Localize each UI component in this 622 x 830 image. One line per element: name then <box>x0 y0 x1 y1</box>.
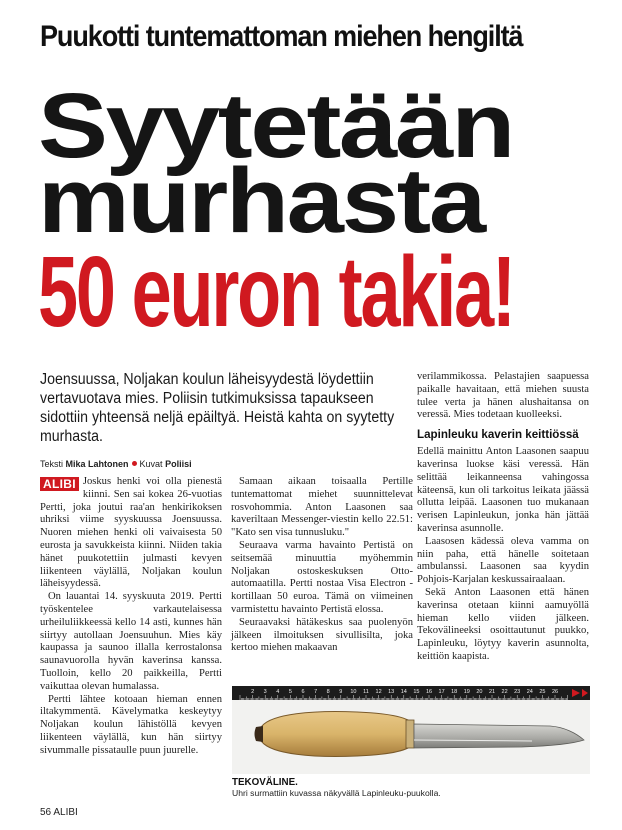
subheading: Lapinleuku kaverin keittiössä <box>417 428 579 442</box>
photo-caption <box>232 777 592 799</box>
ruler-number: 24 <box>526 689 533 695</box>
ruler-number: 18 <box>451 689 458 695</box>
caption-text: Uhri surmattiin kuvassa näkyvällä Lapinleuku-puukolla. <box>232 788 441 798</box>
ingress: Joensuussa, Noljakan koulun läheisyydestä löydettiin vertavuotava mies. Poliisin tutkimuksissa tapaukseen sidottiin yhteensä neljä epäiltyä. Heistä kahta on syytetty murhasta. <box>40 371 395 445</box>
byline-photo-label: Kuvat <box>139 459 163 469</box>
byline-author: Mika Lahtonen <box>65 459 129 469</box>
knife <box>255 712 585 757</box>
caption-title: TEKOVÄLINE. <box>232 777 298 788</box>
ruler-number: 15 <box>413 689 420 695</box>
ruler-number: 26 <box>551 689 559 695</box>
bullet-icon <box>132 461 137 466</box>
paragraph: Sekä Anton Laasonen että hänen kaverinsa otetaan kiinni aamuyöllä hieman kello viiden jälkeen. Tekovälineeksi osoittautunut puukko, Lapinleuku, löytyy kaverin asunnolta, keittiön kaapista. <box>417 586 589 662</box>
paragraph: Laasosen kädessä oleva vamma on niin paha, että hänelle soitetaan ambulanssi. Laasonen saa kyydin Pohjois-Karjalan keskussairaalaan. <box>417 535 589 586</box>
headline-line-1: Syytetään <box>38 75 514 177</box>
paragraph: Edellä mainittu Anton Laasonen saapuu kaverinsa luokse käsi veressä. Hän selittää leikanneensa vahingossa käteensä, kun oli tarkoitus leikata jäässä ollutta leipää. Laasonen tuo mukanaan verisen Lapinleukun, jonka hän jättää kaverinsa asunnolle. <box>417 446 589 534</box>
paragraph-text: Joskus henki voi olla pienestä kiinni. Sen sai kokea 26-vuotias Pertti, joka joutui raa'an henkirikoksen uhriksi viime syyskuussa Joensuussa. Nuoren miehen henki oli vaivaisesta 50 eurosta ja savukkeista kiinni. Niiden takia hänet puukotettiin julmasti kevyen liikenteen väylällä, Noljakan koulun läheisyydessä. <box>40 476 222 590</box>
ruler-number: 16 <box>425 689 433 695</box>
ruler-number: 4 <box>276 689 280 695</box>
byline-text-label: Teksti <box>40 459 64 469</box>
kicker: Puukotti tuntemattoman miehen hengiltä <box>40 20 523 53</box>
paragraph: Samaan aikaan toisaalla Pertille tuntemattomat miehet suunnittelevat rosvohommia. Anton Laasonen saa kaveriltaan Messenger-viestin kello 22.51: "Kato sen visa tunnusluku." <box>231 476 413 539</box>
paragraph: On lauantai 14. syyskuuta 2019. Pertti työskentelee varkautelaisessa urheiluliikkeessä kello 14 asti, kunnes hän siirtyy autollaan Joensuuhun. Mies käy kaupassa ja saunoo illalla kerrostalonsa saunavuorolla hyvän kaverinsa kanssa. Tuolloin, kello 20 paikkeilla, Pertti vaikuttaa olevan humalassa. <box>40 591 222 692</box>
ruler-number: 19 <box>463 689 470 695</box>
ruler-number: 17 <box>438 689 445 695</box>
ruler-number: 8 <box>326 689 330 695</box>
byline-photographer: Poliisi <box>165 459 192 469</box>
body-column-1 <box>40 476 222 758</box>
paragraph: Pertti lähtee kotoaan hieman ennen iltakymmentä. Kävelymatka keskeytyy Noljakan koulun lähistöllä kevyen liikenteen väylällä, kun hän siirtyy sivummalle pissataulle puun juurelle. <box>40 693 222 756</box>
ruler-number: 3 <box>263 689 267 695</box>
ruler-number: 9 <box>339 689 343 695</box>
body-column-3 <box>417 371 589 664</box>
ruler-number: 7 <box>314 689 318 695</box>
headline-line-2: murhasta <box>38 150 484 252</box>
knife-photo <box>232 686 590 774</box>
body-column-2 <box>231 476 413 655</box>
ruler-number: 12 <box>375 689 382 695</box>
ruler-number: 21 <box>488 689 496 695</box>
page-folio: 56 ALIBI <box>40 807 78 818</box>
ruler-number: 23 <box>514 689 521 695</box>
ruler-number: 6 <box>301 689 305 695</box>
ruler-number: 13 <box>388 689 395 695</box>
headline-line-3: 50 euron takia! <box>38 236 514 348</box>
ruler-number: 2 <box>251 689 255 695</box>
ruler-number: 20 <box>476 689 483 695</box>
ruler-number: 10 <box>350 689 357 695</box>
paragraph: verilammikossa. Pelastajien saapuessa paikalle havaitaan, että miehen suusta tulee verta ja hänen alushaitansa on veressä. Mies todetaan kuolleeksi. <box>417 371 589 421</box>
byline <box>40 459 192 469</box>
ruler-number: 11 <box>363 689 369 695</box>
paragraph <box>40 476 222 591</box>
paragraph: Seuraava varma havainto Pertistä on seitsemää minuuttia myöhemmin Noljakan ostoskeskuksen Otto-automaatilla. Pertti nostaa Visa Electron -kortillaan 50 euroa. Tämä on viimeinen varmistettu havainto Pertistä elossa. <box>231 539 413 615</box>
alibi-logo: ALIBI <box>40 477 79 491</box>
ruler-number: 5 <box>288 689 292 695</box>
ruler-number: 25 <box>539 689 546 695</box>
measuring-ruler <box>232 686 590 700</box>
ruler-number: 14 <box>400 689 407 695</box>
paragraph: Seuraavaksi hätäkeskus saa puolenyön jälkeen ilmoituksen sivullisilta, joka kertoo miehen makaavan <box>231 616 413 654</box>
ruler-number: 22 <box>501 689 508 695</box>
knife-illustration <box>232 686 590 774</box>
